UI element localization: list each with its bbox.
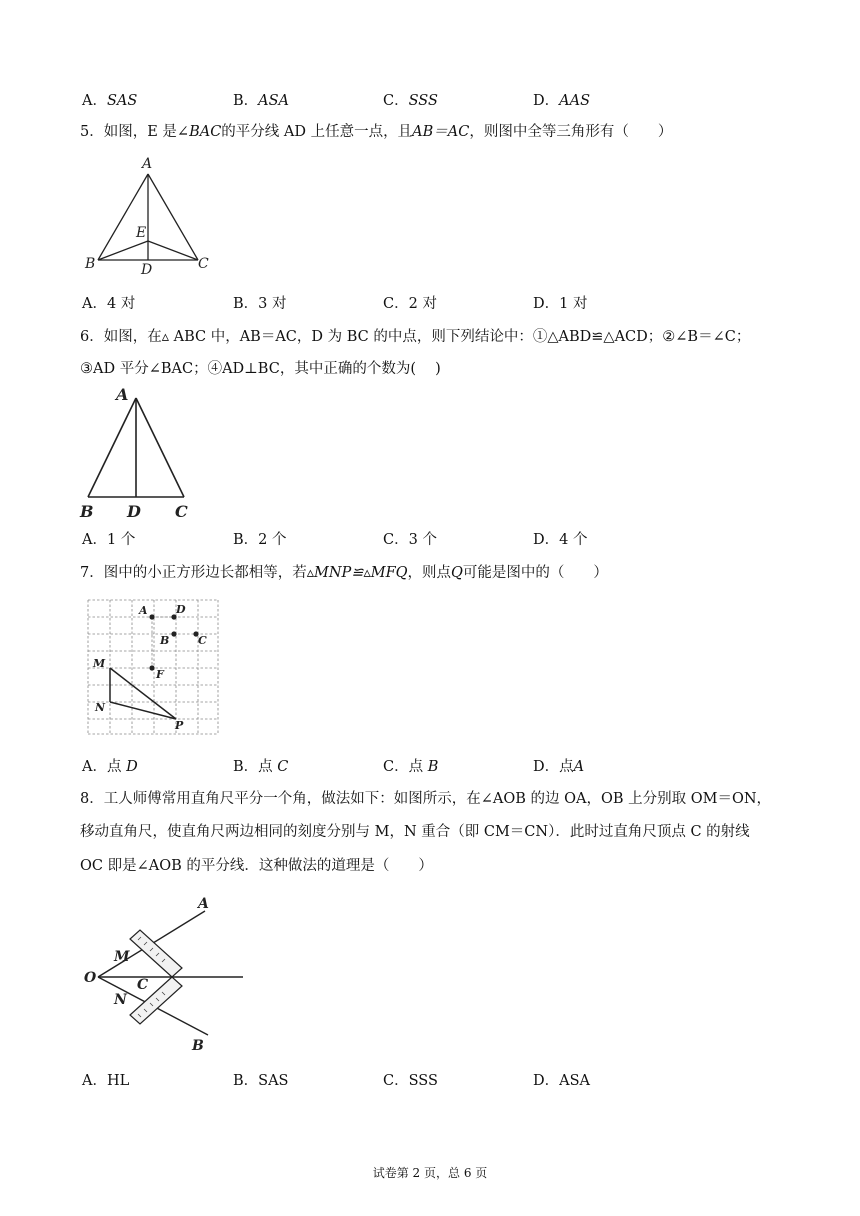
q8-label-n: N [114, 992, 127, 1008]
q7-option-c[interactable]: C．点 B [383, 759, 439, 775]
q6-option-d[interactable]: D．4 个 [533, 532, 588, 548]
q8-label-o: O [84, 970, 97, 986]
q5-label-e: E [136, 225, 147, 241]
q5-label-c: C [198, 256, 209, 272]
q8-stem-line1: 8．工人师傅常用直角尺平分一个角，做法如下：如图所示，在∠AOB 的边 OA，OB 上分别取 OM＝ON， [80, 791, 772, 807]
q6-option-b[interactable]: B．2 个 [233, 532, 287, 548]
q5-label-a: A [142, 156, 153, 172]
q8-label-a: A [198, 896, 209, 912]
q8-label-c: C [137, 977, 149, 993]
q6-option-c[interactable]: C．3 个 [383, 532, 437, 548]
q6-label-d: D [127, 502, 141, 521]
q8-stem-line3: OC 即是∠AOB 的平分线．这种做法的道理是（ ） [80, 858, 433, 874]
q5-label-d: D [141, 262, 153, 278]
q6-label-c: C [175, 502, 188, 521]
q4-option-d[interactable]: D．AAS [533, 93, 591, 109]
q6-options [82, 528, 782, 548]
q7-options [82, 755, 782, 775]
q6-stem-line1: 6．如图，在▵ ABC 中，AB＝AC，D 为 BC 的中点，则下列结论中：①△ABD≌△ACD；②∠B＝∠C； [80, 329, 751, 345]
q6-stem-line2: ③AD 平分∠BAC；④AD⊥BC，其中正确的个数为( ) [80, 361, 441, 377]
q7-label-d: D [176, 603, 186, 616]
q7-point-a [149, 614, 154, 619]
q7-label-f: F [156, 668, 164, 681]
q8-option-c[interactable]: C．SSS [383, 1073, 438, 1089]
q8-label-m: M [114, 949, 130, 965]
q7-stem: 7．图中的小正方形边长都相等，若▵MNP≌▵MFQ，则点Q可能是图中的（ ） [80, 565, 608, 581]
q8-options [82, 1069, 782, 1089]
q7-option-d[interactable]: D．点A [533, 759, 585, 775]
q4-options [82, 89, 782, 109]
q5-option-b[interactable]: B．3 对 [233, 296, 287, 312]
q7-label-m: M [93, 657, 106, 670]
q7-option-a[interactable]: A．点 D [82, 759, 138, 775]
q6-option-a[interactable]: A．1 个 [82, 532, 136, 548]
page-footer: 试卷第 2 页，总 6 页 [372, 1166, 488, 1180]
q5-options [82, 292, 782, 312]
q5-option-d[interactable]: D．1 对 [533, 296, 588, 312]
q8-option-a[interactable]: A．HL [82, 1073, 130, 1089]
q6-label-b: B [80, 502, 94, 521]
q7-point-f [149, 665, 154, 670]
q5-label-b: B [85, 256, 96, 272]
q7-label-b: B [160, 634, 170, 647]
q5-option-c[interactable]: C．2 对 [383, 296, 437, 312]
q8-label-b: B [192, 1038, 204, 1054]
q7-label-a: A [139, 604, 148, 617]
q7-grid-figure [84, 597, 224, 739]
q4-option-c[interactable]: C．SSS [383, 93, 438, 109]
q7-label-c: C [198, 634, 207, 647]
q4-option-a[interactable]: A．SAS [82, 93, 138, 109]
q8-option-d[interactable]: D．ASA [533, 1073, 591, 1089]
q5-figure [80, 150, 220, 280]
q6-figure [76, 384, 196, 522]
q6-label-a: A [116, 385, 129, 404]
q8-stem-line2: 移动直角尺，使直角尺两边相同的刻度分别与 M，N 重合（即 CM＝CN）．此时过直角尺顶点 C 的射线 [80, 824, 750, 840]
q7-point-b [171, 631, 176, 636]
q4-option-b[interactable]: B．ASA [233, 93, 290, 109]
q7-option-b[interactable]: B．点 C [233, 759, 289, 775]
q8-option-b[interactable]: B．SAS [233, 1073, 289, 1089]
q7-label-n: N [95, 701, 106, 714]
q8-figure [80, 888, 260, 1058]
q5-option-a[interactable]: A．4 对 [82, 296, 136, 312]
q7-label-p: P [175, 719, 184, 732]
q5-stem: 5．如图，E 是∠BAC的平分线 AD 上任意一点，且AB＝AC，则图中全等三角形有（ ） [80, 124, 673, 140]
